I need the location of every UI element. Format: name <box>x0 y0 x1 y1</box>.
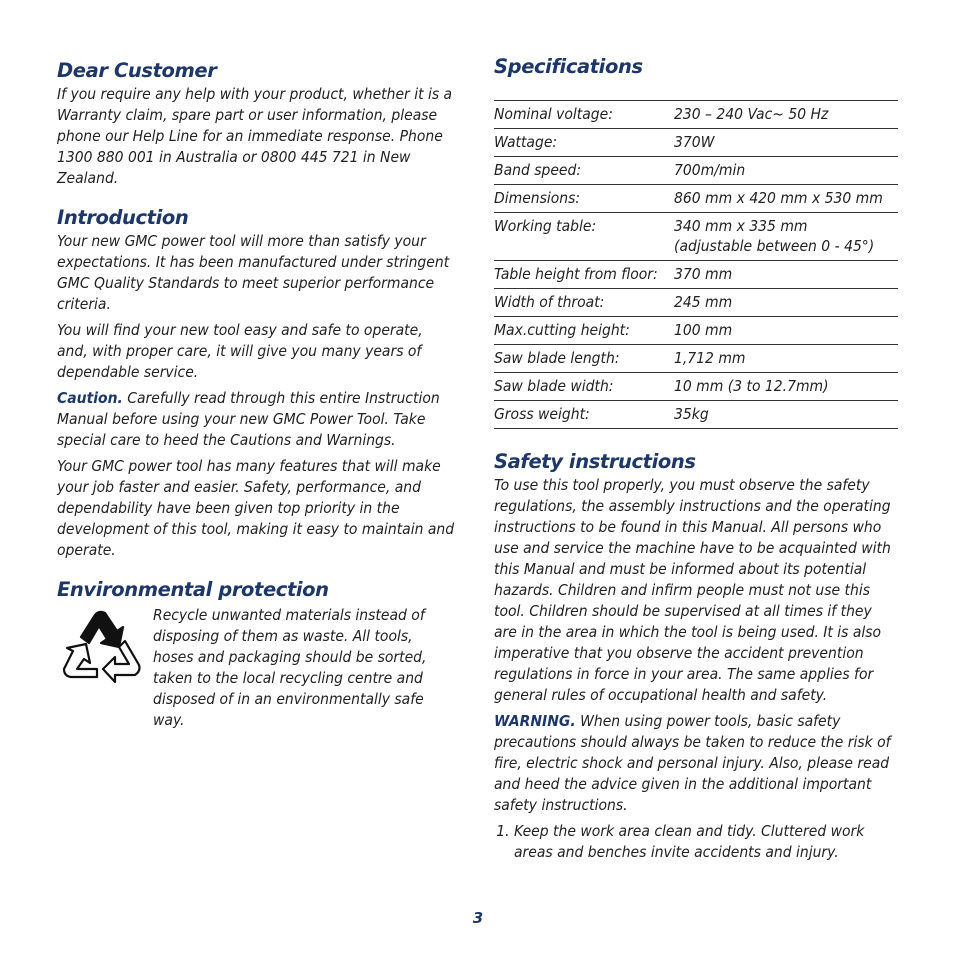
left-column <box>57 58 457 731</box>
spec-label: Band speed: <box>494 157 674 185</box>
table-row <box>494 401 898 429</box>
safety-list <box>494 821 898 863</box>
spec-label: Saw blade width: <box>494 373 674 401</box>
table-row <box>494 317 898 345</box>
specifications-heading: Specifications <box>494 55 643 78</box>
spec-value: 10 mm (3 to 12.7mm) <box>674 373 898 401</box>
environmental-section <box>57 605 457 731</box>
environmental-heading: Environmental protection <box>57 578 329 601</box>
table-row <box>494 213 898 261</box>
caution-label: Caution. <box>57 389 123 407</box>
table-row <box>494 345 898 373</box>
spec-value-line-1: 340 mm x 335 mm <box>674 217 808 235</box>
safety-paragraph-1: To use this tool properly, you must observe the safety regulations, the assembly instructions and the operating instructions to be found in this Manual. All persons who use and service the machine have to be acquainted with this Manual and must be informed about its potential hazards. Children and infirm people must not use this tool. Children should be supervised at all times if they are in the area in which the tool is being used. It is also imperative that you observe the accident prevention regulations in force in your area. The same applies for general rules of occupational health and safety. <box>494 476 891 704</box>
spec-label: Dimensions: <box>494 185 674 213</box>
spec-value: 700m/min <box>674 157 898 185</box>
spec-value: 370 mm <box>674 261 898 289</box>
recycle-icon <box>59 607 147 693</box>
spec-value-line-2: (adjustable between 0 - 45°) <box>674 237 875 255</box>
environmental-text: Recycle unwanted materials instead of disposing of them as waste. All tools, hoses and packaging should be sorted, taken to the local recycling centre and disposed of in an environmentally safe way. <box>153 606 427 729</box>
spec-value: 860 mm x 420 mm x 530 mm <box>674 185 898 213</box>
right-column <box>494 54 898 863</box>
introduction-paragraph-2: You will find your new tool easy and safe to operate, and, with proper care, it will give you many years of dependable service. <box>57 321 423 381</box>
table-row <box>494 289 898 317</box>
caution-text: Carefully read through this entire Instruction Manual before using your new GMC Power Tool. Take special care to heed the Cautions and Warnings. <box>57 389 440 449</box>
spec-label: Table height from floor: <box>494 261 674 289</box>
warning-paragraph <box>494 711 898 816</box>
spec-value: 100 mm <box>674 317 898 345</box>
spec-value: 1,712 mm <box>674 345 898 373</box>
spec-label: Max.cutting height: <box>494 317 674 345</box>
spec-label: Wattage: <box>494 129 674 157</box>
warning-label: WARNING. <box>494 712 576 730</box>
spec-label: Working table: <box>494 213 674 261</box>
spec-label: Gross weight: <box>494 401 674 429</box>
spec-value: 35kg <box>674 401 898 429</box>
spec-label: Width of throat: <box>494 289 674 317</box>
table-row <box>494 373 898 401</box>
table-row <box>494 261 898 289</box>
table-row <box>494 101 898 129</box>
table-row <box>494 185 898 213</box>
page-number: 3 <box>472 909 484 927</box>
table-row <box>494 157 898 185</box>
caution-paragraph <box>57 388 457 451</box>
introduction-paragraph-4: Your GMC power tool has many features that will make your job faster and easier. Safety, performance, and dependability have been given top priority in the development of this tool, making it easy to maintain and operate. <box>57 457 455 559</box>
introduction-heading: Introduction <box>57 206 189 229</box>
spec-label: Nominal voltage: <box>494 101 674 129</box>
dear-customer-heading: Dear Customer <box>57 59 217 82</box>
spec-value: 370W <box>674 129 898 157</box>
introduction-paragraph-1: Your new GMC power tool will more than satisfy your expectations. It has been manufactured under stringent GMC Quality Standards to meet superior performance criteria. <box>57 232 450 313</box>
dear-customer-text: If you require any help with your product, whether it is a Warranty claim, spare part or user information, please phone our Help Line for an immediate response. Phone 1300 880 001 in Australia or 0800 445 721 in New Zealand. <box>57 85 453 187</box>
spec-label: Saw blade length: <box>494 345 674 373</box>
warning-text: When using power tools, basic safety precautions should always be taken to reduce the risk of fire, electric shock and personal injury. Also, please read and heed the advice given in the additional important safety instructions. <box>494 712 891 814</box>
table-row <box>494 129 898 157</box>
safety-heading: Safety instructions <box>494 450 696 473</box>
spec-value: 230 – 240 Vac~ 50 Hz <box>674 101 898 129</box>
spec-value <box>674 213 898 261</box>
spec-value: 245 mm <box>674 289 898 317</box>
list-item: 1. Keep the work area clean and tidy. Cluttered work areas and benches invite accidents and injury. <box>514 821 898 863</box>
specifications-table <box>494 100 898 429</box>
